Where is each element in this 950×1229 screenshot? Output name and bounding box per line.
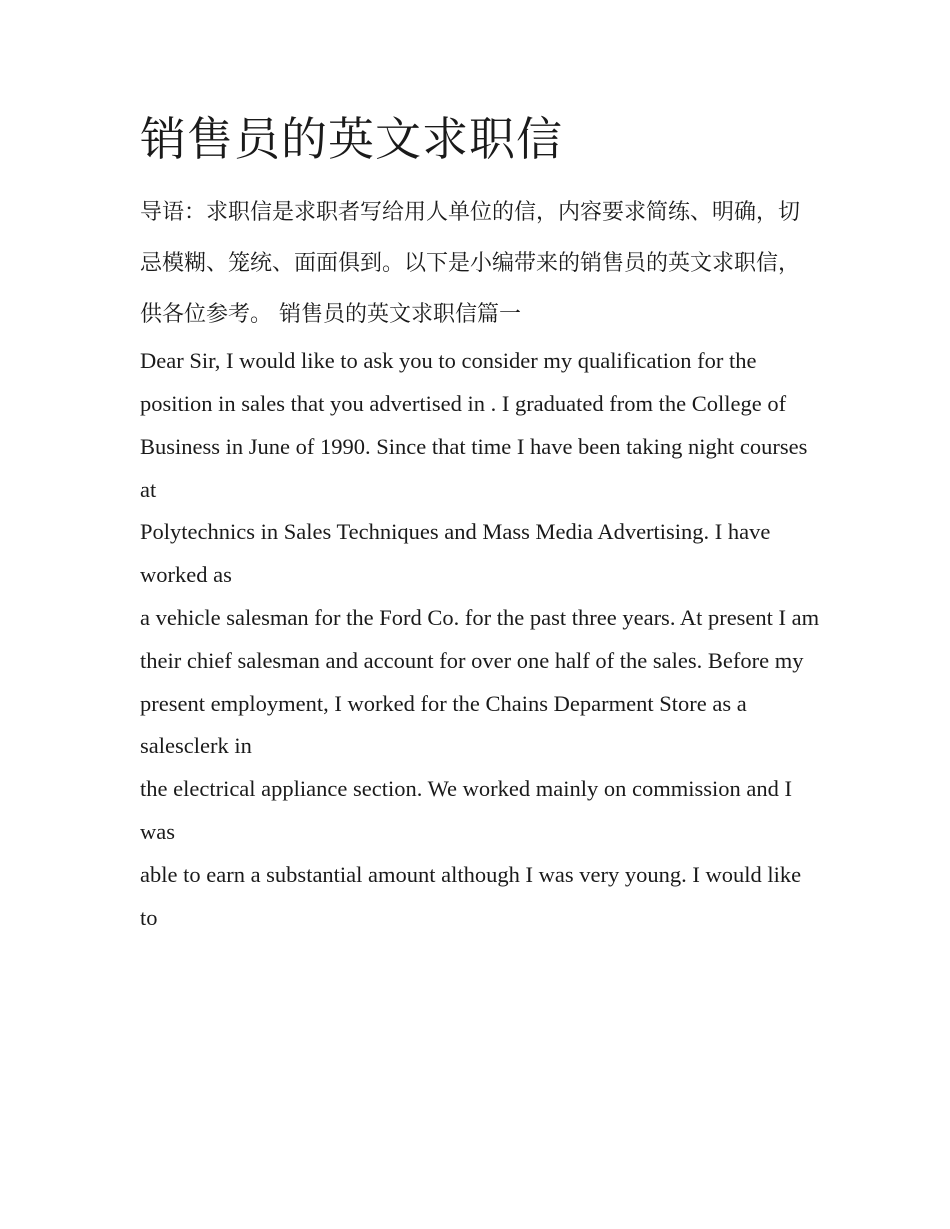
letter-body [140, 340, 820, 939]
letter-line: a vehicle salesman for the Ford Co. for the past three years. At present I am [140, 604, 820, 630]
letter-line: the electrical appliance section. We worked mainly on commission and I was [140, 776, 792, 844]
letter-line: Dear Sir, I would like to ask you to consider my qualification for the [140, 348, 757, 374]
letter-line: Business in June of 1990. Since that time I have been taking night courses at [140, 433, 808, 502]
letter-line: Polytechnics in Sales Techniques and Mass Media Advertising. I have worked as [140, 519, 771, 588]
letter-line: present employment, I worked for the Chains Deparment Store as a salesclerk in [140, 690, 747, 759]
letter-line: position in sales that you advertised in . I graduated from the College of [140, 390, 787, 416]
document-page [140, 112, 820, 939]
page-title: 销售员的英文求职信 [140, 112, 563, 166]
letter-line: their chief salesman and account for over one half of the sales. Before my [140, 647, 804, 673]
intro-paragraph: 导语：求职信是求职者写给用人单位的信，内容要求简练、明确，切忌模糊、笼统、面面俱到。以下是小编带来的销售员的英文求职信，供各位参考。 销售员的英文求职信篇一 [140, 200, 801, 328]
letter-line: able to earn a substantial amount although I was very young. I would like to [140, 861, 802, 930]
